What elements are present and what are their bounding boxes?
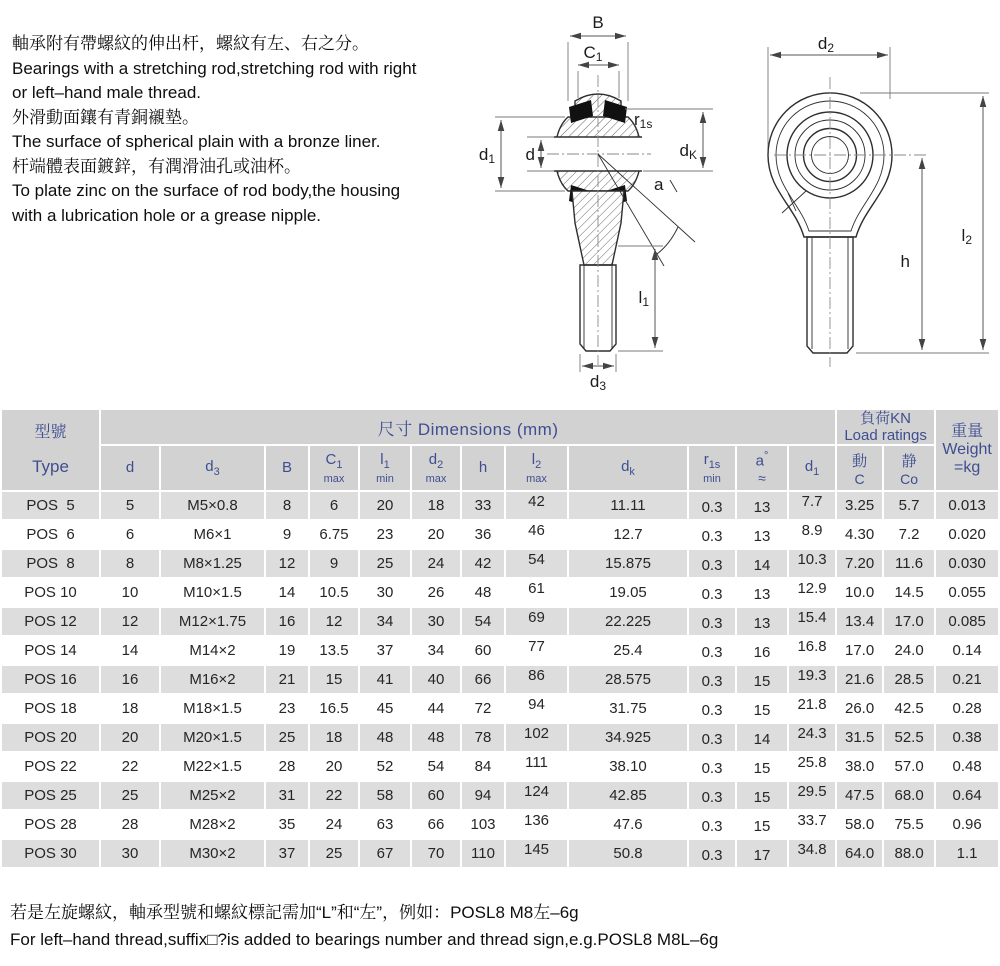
table-cell: 66 bbox=[462, 666, 504, 693]
table-body bbox=[2, 492, 998, 867]
table-cell: 30 bbox=[360, 579, 410, 606]
table-cell: 0.3 bbox=[689, 666, 735, 693]
table-cell: 0.085 bbox=[936, 608, 998, 635]
table-cell: 10.3 bbox=[789, 550, 835, 577]
table-cell: 13 bbox=[737, 492, 787, 519]
table-cell: 7.20 bbox=[837, 550, 882, 577]
table-cell: 21 bbox=[266, 666, 308, 693]
table-row bbox=[2, 840, 998, 867]
table-cell: M30×2 bbox=[161, 840, 264, 867]
table-cell: M20×1.5 bbox=[161, 724, 264, 751]
table-cell: 0.96 bbox=[936, 811, 998, 838]
table-cell: 0.3 bbox=[689, 492, 735, 519]
table-cell: 36 bbox=[462, 521, 504, 548]
table-cell: 38.10 bbox=[569, 753, 687, 780]
table-row bbox=[2, 579, 998, 606]
table-cell: M28×2 bbox=[161, 811, 264, 838]
column-header: $d_3$ bbox=[161, 446, 264, 490]
table-cell: 12.7 bbox=[569, 521, 687, 548]
table-cell: 40 bbox=[412, 666, 460, 693]
dim-label-d3: d3 bbox=[589, 372, 607, 393]
dim-label-a: a bbox=[654, 175, 664, 194]
table-cell: 0.3 bbox=[689, 521, 735, 548]
table-cell: 0.28 bbox=[936, 695, 998, 722]
table-cell: 46 bbox=[506, 521, 567, 548]
table-cell: POS 18 bbox=[2, 695, 99, 722]
table-cell: 26 bbox=[412, 579, 460, 606]
table-cell: 12 bbox=[101, 608, 159, 635]
table-cell: 6.75 bbox=[310, 521, 358, 548]
table-cell: 0.013 bbox=[936, 492, 998, 519]
table-cell: POS 28 bbox=[2, 811, 99, 838]
description-line: 杆端體表面鍍鋅，有潤滑油孔或油杯。 bbox=[12, 156, 301, 176]
table-cell: 15 bbox=[737, 666, 787, 693]
table-cell: 110 bbox=[462, 840, 504, 867]
table-cell: 0.3 bbox=[689, 724, 735, 751]
dim-label-C1: C1 bbox=[583, 43, 603, 64]
table-cell: 33 bbox=[462, 492, 504, 519]
table-cell: 19.05 bbox=[569, 579, 687, 606]
table-row bbox=[2, 637, 998, 664]
table-cell: 69 bbox=[506, 608, 567, 635]
table-cell: 8.9 bbox=[789, 521, 835, 548]
table-cell: M25×2 bbox=[161, 782, 264, 809]
table-cell: 145 bbox=[506, 840, 567, 867]
table-cell: M18×1.5 bbox=[161, 695, 264, 722]
table-cell: 0.3 bbox=[689, 608, 735, 635]
table-cell: 58 bbox=[360, 782, 410, 809]
table-row bbox=[2, 724, 998, 751]
table-cell: 42 bbox=[506, 492, 567, 519]
table-cell: 37 bbox=[360, 637, 410, 664]
table-cell: 15.875 bbox=[569, 550, 687, 577]
column-header-load-ratings bbox=[837, 410, 934, 444]
table-cell: 0.3 bbox=[689, 840, 735, 867]
table-cell: 28 bbox=[101, 811, 159, 838]
table-cell: POS 12 bbox=[2, 608, 99, 635]
table-cell: 34 bbox=[412, 637, 460, 664]
table-cell: 54 bbox=[506, 550, 567, 577]
table-cell: 8 bbox=[266, 492, 308, 519]
table-cell: 22.225 bbox=[569, 608, 687, 635]
table-cell: POS 8 bbox=[2, 550, 99, 577]
table-cell: M10×1.5 bbox=[161, 579, 264, 606]
column-header: 動 C bbox=[837, 446, 882, 490]
table-cell: 15 bbox=[737, 811, 787, 838]
table-cell: 88.0 bbox=[884, 840, 934, 867]
table-cell: POS 22 bbox=[2, 753, 99, 780]
table-cell: 75.5 bbox=[884, 811, 934, 838]
footnote-en: For left–hand thread,suffix□?is added to bearings number and thread sign,e.g.POSL8 M8L–6g bbox=[10, 930, 719, 949]
table-row bbox=[2, 521, 998, 548]
table-cell: 1.1 bbox=[936, 840, 998, 867]
table-cell: 0.14 bbox=[936, 637, 998, 664]
product-description bbox=[12, 32, 474, 228]
table-cell: 77 bbox=[506, 637, 567, 664]
table-cell: 5.7 bbox=[884, 492, 934, 519]
table-cell: 14 bbox=[737, 550, 787, 577]
table-cell: 20 bbox=[360, 492, 410, 519]
table-cell: 52.5 bbox=[884, 724, 934, 751]
table-cell: 61 bbox=[506, 579, 567, 606]
table-cell: 10.0 bbox=[837, 579, 882, 606]
table-cell: POS 5 bbox=[2, 492, 99, 519]
table-cell: 94 bbox=[506, 695, 567, 722]
table-cell: 30 bbox=[101, 840, 159, 867]
table-cell: 45 bbox=[360, 695, 410, 722]
side-view-drawing bbox=[760, 5, 1000, 395]
type-label-zh: 型號 bbox=[34, 424, 67, 441]
description-line: 軸承附有帶螺紋的伸出杆，螺紋有左、右之分。 bbox=[12, 34, 369, 53]
description-line: or left–hand male thread. bbox=[12, 83, 202, 102]
table-cell: 47.6 bbox=[569, 811, 687, 838]
table-cell: 13 bbox=[737, 579, 787, 606]
dim-label-l2: l2 bbox=[961, 226, 972, 247]
table-cell: POS 20 bbox=[2, 724, 99, 751]
table-cell: 0.3 bbox=[689, 637, 735, 664]
column-header: $r_{1s}$ min bbox=[689, 446, 735, 490]
table-cell: 0.3 bbox=[689, 550, 735, 577]
table-cell: 48 bbox=[462, 579, 504, 606]
table-cell: 24.0 bbox=[884, 637, 934, 664]
table-cell: 52 bbox=[360, 753, 410, 780]
type-label-en: Type bbox=[32, 457, 69, 476]
table-cell: POS 14 bbox=[2, 637, 99, 664]
table-row bbox=[2, 811, 998, 838]
table-cell: POS 30 bbox=[2, 840, 99, 867]
table-cell: 15 bbox=[310, 666, 358, 693]
table-cell: 23 bbox=[360, 521, 410, 548]
table-cell: 13.4 bbox=[837, 608, 882, 635]
table-cell: 17.0 bbox=[884, 608, 934, 635]
table-cell: 12 bbox=[310, 608, 358, 635]
table-cell: 0.3 bbox=[689, 811, 735, 838]
table-cell: 8 bbox=[101, 550, 159, 577]
table-cell: 22 bbox=[101, 753, 159, 780]
table-cell: 30 bbox=[412, 608, 460, 635]
table-cell: 17.0 bbox=[837, 637, 882, 664]
table-cell: 34.8 bbox=[789, 840, 835, 867]
dim-label-dk: dK bbox=[679, 141, 697, 162]
table-cell: M6×1 bbox=[161, 521, 264, 548]
table-cell: 21.8 bbox=[789, 695, 835, 722]
description-line: 外滑動面鑲有青銅襯墊。 bbox=[12, 107, 199, 127]
table-cell: 25.4 bbox=[569, 637, 687, 664]
column-header: d bbox=[101, 446, 159, 490]
table-cell: 54 bbox=[462, 608, 504, 635]
table-cell: 18 bbox=[101, 695, 159, 722]
description-line: Bearings with a stretching rod,stretching rod with right bbox=[12, 58, 417, 78]
table-cell: 25 bbox=[360, 550, 410, 577]
table-cell: 66 bbox=[412, 811, 460, 838]
weight-unit: =kg bbox=[953, 459, 981, 476]
table-cell: 3.25 bbox=[837, 492, 882, 519]
table-cell: 23 bbox=[266, 695, 308, 722]
column-header: $d_k$ bbox=[569, 446, 687, 490]
table-cell: 12 bbox=[266, 550, 308, 577]
table-cell: 13 bbox=[737, 608, 787, 635]
table-cell: 72 bbox=[462, 695, 504, 722]
column-header-type bbox=[2, 410, 99, 490]
table-row bbox=[2, 666, 998, 693]
column-header: $l_2$ max bbox=[506, 446, 567, 490]
table-cell: 0.3 bbox=[689, 753, 735, 780]
column-header: $C_1$ max bbox=[310, 446, 358, 490]
table-cell: 63 bbox=[360, 811, 410, 838]
description-line: with a lubrication hole or a grease nipple. bbox=[12, 205, 322, 225]
table-cell: 94 bbox=[462, 782, 504, 809]
table-cell: 34.925 bbox=[569, 724, 687, 751]
table-cell: 21.6 bbox=[837, 666, 882, 693]
table-cell: 10 bbox=[101, 579, 159, 606]
table-cell: 67 bbox=[360, 840, 410, 867]
table-cell: 9 bbox=[266, 521, 308, 548]
table-cell: 25 bbox=[266, 724, 308, 751]
dim-label-d1: d1 bbox=[478, 145, 495, 166]
table-cell: 5 bbox=[101, 492, 159, 519]
table-cell: 68.0 bbox=[884, 782, 934, 809]
table-cell: 60 bbox=[462, 637, 504, 664]
table-cell: 0.020 bbox=[936, 521, 998, 548]
table-cell: 26.0 bbox=[837, 695, 882, 722]
table-cell: 16 bbox=[266, 608, 308, 635]
table-cell: 0.64 bbox=[936, 782, 998, 809]
table-cell: 136 bbox=[506, 811, 567, 838]
column-header: $l_1$ min bbox=[360, 446, 410, 490]
table-cell: 41 bbox=[360, 666, 410, 693]
dim-label-r1s: r1s bbox=[634, 110, 653, 131]
footnotes bbox=[10, 899, 995, 953]
table-row bbox=[2, 608, 998, 635]
load-label-en: Load ratings bbox=[844, 427, 927, 444]
table-cell: 28 bbox=[266, 753, 308, 780]
table-cell: 16.8 bbox=[789, 637, 835, 664]
table-cell: 0.38 bbox=[936, 724, 998, 751]
table-cell: 12.9 bbox=[789, 579, 835, 606]
table-cell: 20 bbox=[412, 521, 460, 548]
table-cell: M14×2 bbox=[161, 637, 264, 664]
table-cell: 22 bbox=[310, 782, 358, 809]
table-cell: 31.5 bbox=[837, 724, 882, 751]
table-cell: 0.3 bbox=[689, 695, 735, 722]
table-cell: 24 bbox=[412, 550, 460, 577]
table-cell: 20 bbox=[310, 753, 358, 780]
table-cell: 84 bbox=[462, 753, 504, 780]
table-cell: 25.8 bbox=[789, 753, 835, 780]
table-cell: 37 bbox=[266, 840, 308, 867]
table-cell: 11.6 bbox=[884, 550, 934, 577]
table-cell: 13.5 bbox=[310, 637, 358, 664]
table-row bbox=[2, 753, 998, 780]
table-cell: 28.5 bbox=[884, 666, 934, 693]
table-cell: POS 6 bbox=[2, 521, 99, 548]
table-cell: 38.0 bbox=[837, 753, 882, 780]
table-cell: 64.0 bbox=[837, 840, 882, 867]
dim-label-d2: d2 bbox=[817, 34, 835, 55]
footnote-zh: 若是左旋螺紋，軸承型號和螺紋標記需加“L”和“左”，例如：POSL8 M8左–6g bbox=[10, 903, 579, 922]
column-header: h bbox=[462, 446, 504, 490]
table-cell: 42.5 bbox=[884, 695, 934, 722]
table-cell: 60 bbox=[412, 782, 460, 809]
dim-label-h: h bbox=[900, 252, 910, 271]
table-cell: 4.30 bbox=[837, 521, 882, 548]
table-cell: 11.11 bbox=[569, 492, 687, 519]
table-cell: M8×1.25 bbox=[161, 550, 264, 577]
table-cell: 14 bbox=[737, 724, 787, 751]
table-cell: 58.0 bbox=[837, 811, 882, 838]
dim-label-d: d bbox=[525, 145, 535, 164]
table-cell: 18 bbox=[310, 724, 358, 751]
table-cell: 6 bbox=[310, 492, 358, 519]
description-line: To plate zinc on the surface of rod body,the housing bbox=[12, 181, 401, 200]
table-cell: 48 bbox=[360, 724, 410, 751]
table-cell: 124 bbox=[506, 782, 567, 809]
table-cell: 0.48 bbox=[936, 753, 998, 780]
table-cell: 57.0 bbox=[884, 753, 934, 780]
table-cell: 50.8 bbox=[569, 840, 687, 867]
table-cell: 10.5 bbox=[310, 579, 358, 606]
table-cell: 15 bbox=[737, 782, 787, 809]
table-cell: 0.3 bbox=[689, 782, 735, 809]
dim-subheader-row bbox=[2, 446, 998, 490]
table-cell: 24 bbox=[310, 811, 358, 838]
table-cell: M12×1.75 bbox=[161, 608, 264, 635]
table-cell: 9 bbox=[310, 550, 358, 577]
table-cell: 47.5 bbox=[837, 782, 882, 809]
table-cell: 42.85 bbox=[569, 782, 687, 809]
table-cell: M16×2 bbox=[161, 666, 264, 693]
table-cell: 25 bbox=[310, 840, 358, 867]
column-header-dimensions: 尺寸 Dimensions (mm) bbox=[101, 410, 835, 444]
column-header: B bbox=[266, 446, 308, 490]
table-cell: 25 bbox=[101, 782, 159, 809]
specification-table bbox=[0, 408, 1000, 869]
table-cell: POS 10 bbox=[2, 579, 99, 606]
table-row bbox=[2, 695, 998, 722]
table-cell: 13 bbox=[737, 521, 787, 548]
table-cell: 111 bbox=[506, 753, 567, 780]
table-cell: POS 16 bbox=[2, 666, 99, 693]
table-cell: 19.3 bbox=[789, 666, 835, 693]
load-label-zh: 負荷KN bbox=[860, 410, 912, 427]
table-cell: 0.3 bbox=[689, 579, 735, 606]
dim-label-l1: l1 bbox=[638, 288, 649, 309]
table-cell: 48 bbox=[412, 724, 460, 751]
table-cell: M22×1.5 bbox=[161, 753, 264, 780]
table-cell: 17 bbox=[737, 840, 787, 867]
table-header-row-1 bbox=[2, 410, 998, 444]
table-cell: 31.75 bbox=[569, 695, 687, 722]
table-cell: 42 bbox=[462, 550, 504, 577]
table-cell: 33.7 bbox=[789, 811, 835, 838]
table-cell: 14.5 bbox=[884, 579, 934, 606]
table-cell: 29.5 bbox=[789, 782, 835, 809]
description-line: The surface of spherical plain with a bronze liner. bbox=[12, 132, 381, 151]
table-cell: 15 bbox=[737, 695, 787, 722]
table-row bbox=[2, 550, 998, 577]
table-cell: 44 bbox=[412, 695, 460, 722]
table-cell: 54 bbox=[412, 753, 460, 780]
column-header-weight bbox=[936, 410, 998, 490]
front-view-drawing bbox=[473, 3, 743, 393]
table-cell: 24.3 bbox=[789, 724, 835, 751]
weight-label-zh: 重量 bbox=[951, 423, 984, 440]
dim-label-B: B bbox=[592, 13, 604, 32]
table-cell: 103 bbox=[462, 811, 504, 838]
table-cell: 7.7 bbox=[789, 492, 835, 519]
column-header: $d_1$ bbox=[789, 446, 835, 490]
column-header: a° ≈ bbox=[737, 446, 787, 490]
table-cell: 78 bbox=[462, 724, 504, 751]
table-cell: 70 bbox=[412, 840, 460, 867]
table-cell: 0.21 bbox=[936, 666, 998, 693]
table-cell: 20 bbox=[101, 724, 159, 751]
table-cell: M5×0.8 bbox=[161, 492, 264, 519]
table-cell: 31 bbox=[266, 782, 308, 809]
weight-label-en: Weight bbox=[942, 441, 992, 458]
table-cell: 16 bbox=[737, 637, 787, 664]
table-cell: 6 bbox=[101, 521, 159, 548]
table-cell: 7.2 bbox=[884, 521, 934, 548]
table-cell: 0.055 bbox=[936, 579, 998, 606]
table-cell: 19 bbox=[266, 637, 308, 664]
table-cell: 86 bbox=[506, 666, 567, 693]
table-row bbox=[2, 782, 998, 809]
table-cell: 16.5 bbox=[310, 695, 358, 722]
table-cell: 28.575 bbox=[569, 666, 687, 693]
table-cell: 14 bbox=[266, 579, 308, 606]
table-cell: 0.030 bbox=[936, 550, 998, 577]
column-header: $d_2$ max bbox=[412, 446, 460, 490]
table-cell: 35 bbox=[266, 811, 308, 838]
table-cell: 15 bbox=[737, 753, 787, 780]
table-cell: 14 bbox=[101, 637, 159, 664]
table-cell: POS 25 bbox=[2, 782, 99, 809]
table-cell: 18 bbox=[412, 492, 460, 519]
table-cell: 16 bbox=[101, 666, 159, 693]
table-cell: 102 bbox=[506, 724, 567, 751]
column-header: 静 Co bbox=[884, 446, 934, 490]
table-row bbox=[2, 492, 998, 519]
table-cell: 15.4 bbox=[789, 608, 835, 635]
table-cell: 34 bbox=[360, 608, 410, 635]
